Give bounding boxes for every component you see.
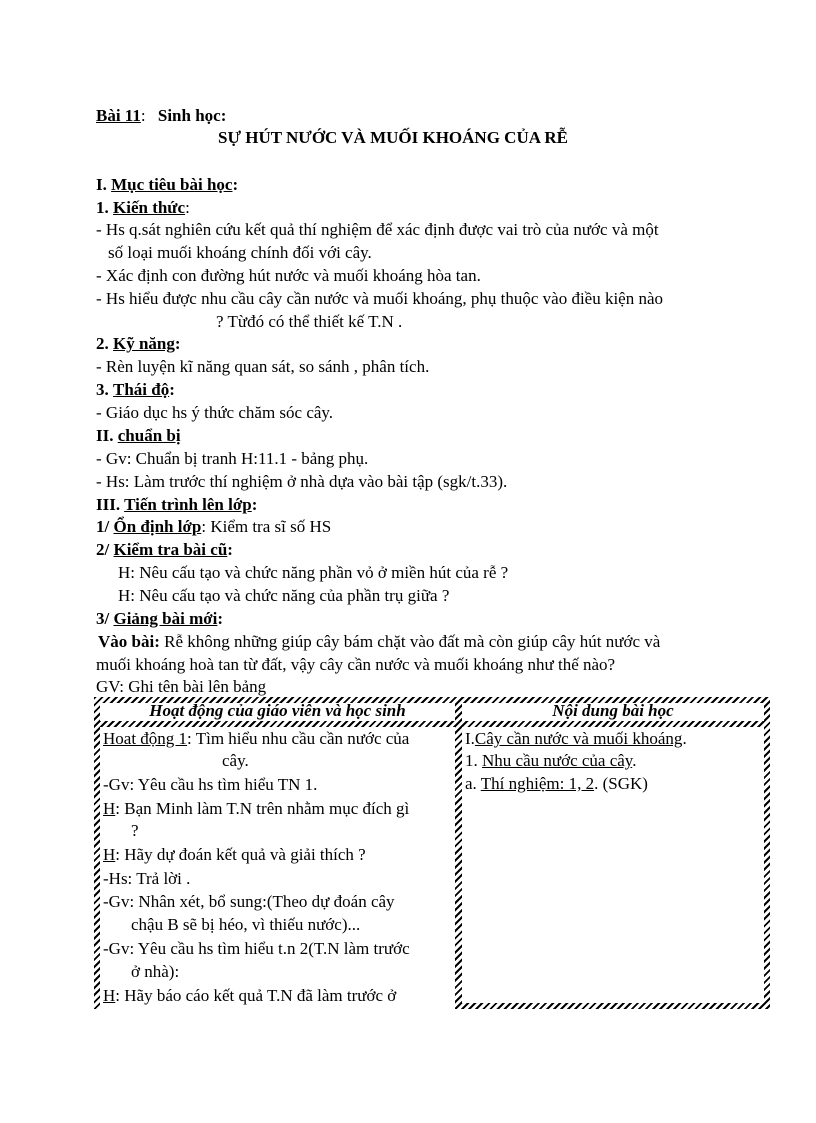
subject-label: Sinh học: — [157, 106, 227, 125]
section3-prefix: III. — [96, 495, 121, 514]
activity-label: Hoat động 1 — [103, 729, 188, 748]
section2-label: chuẩn bị — [117, 426, 181, 445]
step1-label: Ổn định lớp — [113, 517, 202, 536]
knowledge-label: Kiến thức — [113, 198, 186, 217]
knowledge-item-1-cont: số loại muối khoáng chính đối với cây. — [108, 243, 372, 262]
knowledge-item-3: - Hs hiểu được nhu cầu cây cần nước và muối khoáng, phụ thuộc vào điều kiện nào — [96, 289, 664, 308]
skills-heading — [96, 334, 181, 354]
left-line-3 — [103, 845, 366, 865]
section1-prefix: I. — [96, 175, 107, 194]
skills-suffix: : — [174, 334, 181, 353]
step3-prefix: 3/ — [96, 609, 110, 628]
content-2-suffix: . — [632, 751, 637, 770]
left-line-5: -Gv: Nhân xét, bổ sung:(Theo dự đoán cây — [103, 892, 395, 911]
section1-label: Mục tiêu bài học — [111, 175, 233, 194]
left-line-4: -Hs: Trả lời . — [103, 869, 191, 888]
left-line-7-text: : Hãy báo cáo kết quả T.N đã làm trước ở — [115, 986, 397, 1005]
left-line-5-cont: chậu B sẽ bị héo, vì thiếu nước)... — [131, 915, 361, 934]
left-line-3-h: H — [103, 845, 116, 864]
skills-item: - Rèn luyện kĩ năng quan sát, so sánh , phân tích. — [96, 357, 430, 376]
content-1-suffix: . — [682, 729, 687, 748]
step1-prefix: 1/ — [96, 517, 110, 536]
content-3-suffix: . (SGK) — [594, 774, 648, 793]
attitude-heading — [96, 380, 175, 400]
left-line-2 — [103, 799, 409, 819]
step3-suffix: : — [217, 609, 224, 628]
gv-note-line: GV: Ghi tên bài lên bảng — [96, 677, 267, 696]
step1-text: : Kiểm tra sĩ số HS — [201, 517, 332, 536]
content-2-prefix: 1. — [465, 751, 482, 770]
content-3-prefix: a. — [465, 774, 481, 793]
left-line-2-cont: ? — [131, 821, 139, 840]
left-line-2-text: : Bạn Minh làm T.N trên nhằm mục đích gì — [115, 799, 410, 818]
attitude-suffix: : — [169, 380, 175, 399]
step2-question-2: H: Nêu cấu tạo và chức năng của phần trụ giữa ? — [118, 586, 450, 605]
body-cell-right — [462, 727, 764, 1003]
section3-label: Tiến trình lên lớp — [124, 495, 252, 514]
section1-heading — [96, 175, 238, 195]
content-line-3 — [465, 774, 648, 794]
step2-label: Kiểm tra bài cũ — [113, 540, 228, 559]
intro-line-1 — [98, 632, 660, 652]
lesson-table — [94, 697, 770, 1009]
step2-question-1: H: Nêu cấu tạo và chức năng phần vỏ ở miền hút của rễ ? — [118, 563, 509, 582]
lesson-label: Bài 11 — [96, 106, 141, 125]
body-cell-left — [100, 727, 455, 1009]
step2-prefix: 2/ — [96, 540, 110, 559]
knowledge-item-1: - Hs q.sát nghiên cứu kết quả thí nghiệm để xác định được vai trò của nước và một — [96, 220, 659, 239]
left-line-2-h: H — [103, 799, 116, 818]
knowledge-item-3-cont: ? Từđó có thể thiết kế T.N . — [216, 312, 403, 331]
section1-suffix: : — [232, 175, 239, 194]
knowledge-prefix: 1. — [96, 198, 109, 217]
intro-line-2: muối khoáng hoà tan từ đất, vậy cây cần nước và muối khoáng như thế nào? — [96, 655, 616, 674]
knowledge-suffix: : — [185, 198, 190, 217]
header-cell-left — [100, 703, 455, 721]
activity-line — [103, 729, 455, 749]
attitude-item: - Giáo dục hs ý thức chăm sóc cây. — [96, 403, 334, 422]
header-cell-right — [462, 703, 764, 721]
skills-label: Kỹ năng — [113, 334, 175, 353]
activity-cont: cây. — [222, 751, 249, 770]
section2-prefix: II. — [96, 426, 114, 445]
prep-item-gv: - Gv: Chuẩn bị tranh H:11.1 - bảng phụ. — [96, 449, 369, 468]
prep-item-hs: - Hs: Làm trước thí nghiệm ở nhà dựa vào bài tập (sgk/t.33). — [96, 472, 508, 491]
header-left-text: Hoạt động của giáo viên và học sinh — [149, 701, 406, 720]
intro-text-1: Rễ không những giúp cây bám chặt vào đất mà còn giúp cây hút nước và — [159, 632, 661, 651]
left-line-3-text: : Hãy dự đoán kết quả và giải thích ? — [115, 845, 366, 864]
step2-heading — [96, 540, 233, 560]
left-line-7-h: H — [103, 986, 116, 1005]
activity-text: : Tìm hiểu nhu cầu cần nước của — [187, 729, 410, 748]
left-line-6: -Gv: Yêu cầu hs tìm hiểu t.n 2(T.N làm trước — [103, 939, 410, 958]
skills-prefix: 2. — [96, 334, 109, 353]
attitude-label: Thái độ — [113, 380, 170, 399]
step2-suffix: : — [227, 540, 233, 559]
content-1-prefix: I. — [465, 729, 475, 748]
content-line-1 — [465, 729, 687, 749]
knowledge-item-2: - Xác định con đường hút nước và muối khoáng hòa tan. — [96, 266, 481, 285]
lesson-line — [96, 106, 226, 126]
content-3-text: Thí nghiệm: 1, 2 — [480, 774, 595, 793]
section3-suffix: : — [251, 495, 258, 514]
intro-label: Vào bài: — [98, 632, 160, 651]
attitude-prefix: 3. — [96, 380, 109, 399]
content-2-text: Nhu cầu nước của cây — [482, 751, 633, 770]
content-1-text: Cây cần nước và muối khoáng — [474, 729, 683, 748]
left-line-7 — [103, 986, 396, 1006]
lesson-sep: : — [140, 106, 146, 125]
section3-heading — [96, 495, 257, 515]
left-line-6-cont: ở nhà): — [131, 962, 180, 981]
step3-label: Giảng bài mới — [113, 609, 218, 628]
section2-heading — [96, 426, 181, 446]
content-line-2 — [465, 751, 636, 771]
step1-line — [96, 517, 331, 537]
left-line-1: -Gv: Yêu cầu hs tìm hiểu TN 1. — [103, 775, 318, 794]
step3-heading — [96, 609, 223, 629]
page-title: SỰ HÚT NƯỚC VÀ MUỐI KHOÁNG CỦA RỄ — [218, 128, 568, 147]
knowledge-heading — [96, 198, 190, 218]
header-right-text: Nội dung bài học — [552, 701, 674, 720]
